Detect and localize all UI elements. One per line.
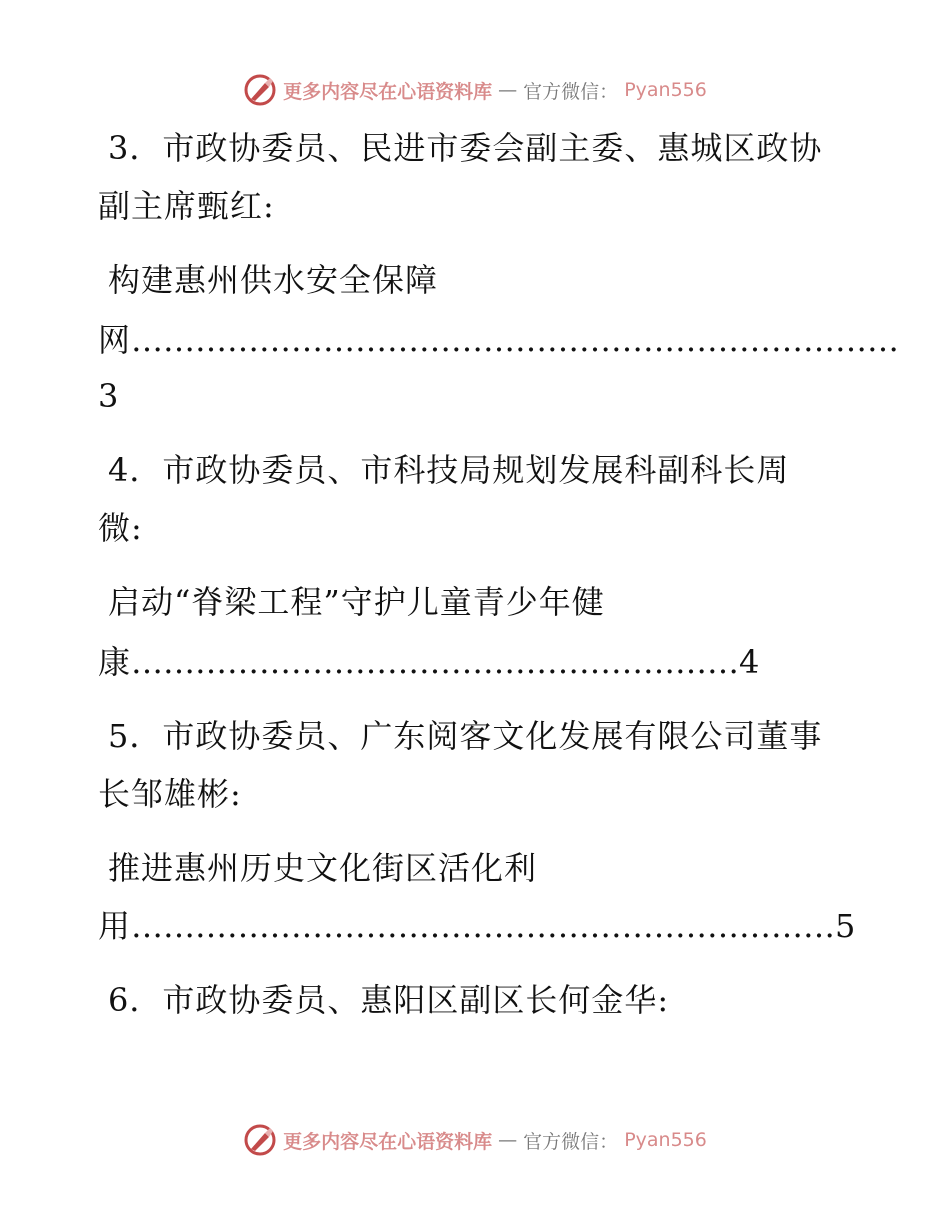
entry-4-heading-line-1: 4．市政协委员、市科技局规划发展科副科长周 xyxy=(108,451,790,489)
entry-3-heading-line-1: 3．市政协委员、民进市委会副主委、惠城区政协 xyxy=(108,129,823,167)
pen-logo-icon xyxy=(243,1123,277,1157)
entry-5-heading-line-1: 5．市政协委员、广东阅客文化发展有限公司董事 xyxy=(108,717,823,755)
entry-5-page-number: 5 xyxy=(835,907,857,945)
entry-4-toc-line xyxy=(98,642,760,682)
entry-4-toc-leader: ………………………………………………… xyxy=(131,643,740,681)
entry-3-page-number: 3 xyxy=(98,377,120,415)
banner-wechat-id: Pyan556 xyxy=(624,1129,707,1151)
entry-6-heading-line-1: 6．市政协委员、惠阳区副区长何金华: xyxy=(108,981,670,1019)
banner-dash: — xyxy=(498,79,518,101)
entry-3-toc-line xyxy=(98,320,899,360)
entry-5-heading-line-2: 长邹雄彬: xyxy=(98,775,242,813)
header-banner xyxy=(0,70,950,110)
entry-3-toc-leader: ……………………………………………………………… xyxy=(131,321,900,359)
entry-4-page-number: 4 xyxy=(739,643,761,681)
entry-3-toc-word: 网 xyxy=(98,321,132,359)
entry-5-toc-leader: ………………………………………………………… xyxy=(131,907,836,945)
banner-wechat-id: Pyan556 xyxy=(624,79,707,101)
banner-text: 更多内容尽在心语资料库 xyxy=(283,1130,493,1153)
banner-dash: — xyxy=(498,1129,518,1151)
pen-logo-icon xyxy=(243,73,277,107)
entry-3-title: 构建惠州供水安全保障 xyxy=(108,261,439,299)
entry-4-title: 启动“脊梁工程”守护儿童青少年健 xyxy=(108,583,605,621)
banner-wechat-label: 官方微信： xyxy=(523,80,619,103)
entry-5-toc-word: 用 xyxy=(98,907,132,945)
entry-5-toc-line xyxy=(98,906,856,946)
entry-3-heading-line-2: 副主席甄红: xyxy=(98,187,275,225)
banner-text: 更多内容尽在心语资料库 xyxy=(283,80,493,103)
footer-banner xyxy=(0,1120,950,1160)
entry-5-title: 推进惠州历史文化街区活化利 xyxy=(108,849,538,887)
entry-4-toc-word: 康 xyxy=(98,643,132,681)
banner-wechat-label: 官方微信： xyxy=(523,1130,619,1153)
entry-4-heading-line-2: 微: xyxy=(98,509,143,547)
